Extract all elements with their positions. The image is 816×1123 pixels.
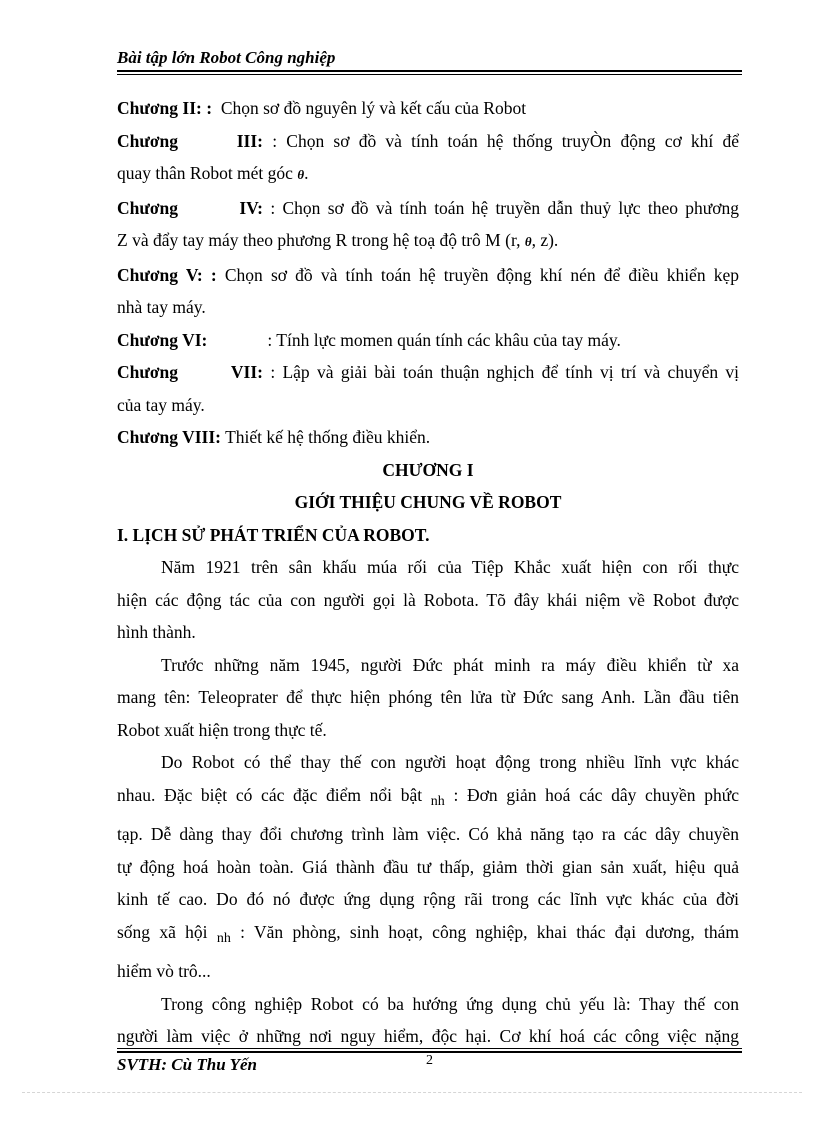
chapter-subtitle: GIỚI THIỆU CHUNG VỀ ROBOT — [294, 492, 562, 512]
paragraph-line: Do Robot có thể thay thế con người hoạt động trong nhiều lĩnh vực khác — [161, 752, 739, 772]
paragraph-line — [117, 779, 739, 819]
chapter-text-cont: Z và đẩy tay máy theo phương R trong hệ toạ độ trô M (r, — [117, 230, 521, 250]
paragraph-line: kinh tế cao. Do đó nó được ứng dụng rộng rãi trong các lĩnh vực khác của đời — [117, 889, 739, 909]
chapter-text-cont: quay thân Robot mét góc — [117, 163, 293, 183]
chapter-item-5-cont: nhà tay máy. — [117, 297, 206, 317]
chapter-label: Chương VIII: — [117, 427, 222, 447]
page-header-title: Bài tập lớn Robot Công nghiệp — [117, 48, 336, 67]
header-rule — [117, 70, 742, 72]
chapter-title: CHƯƠNG I — [382, 459, 474, 480]
paragraph-text: : Đơn giản hoá các dây chuyền phức — [453, 784, 739, 805]
chapter-item-6 — [117, 324, 739, 357]
page-edge-divider — [22, 1092, 802, 1093]
chapter-item-5 — [117, 259, 739, 292]
chapter-text: Chọn sơ đồ nguyên lý và kết cấu của Robot — [220, 98, 527, 118]
paragraph-line: hiểm vò trô... — [117, 961, 211, 981]
chapter-text: : Chọn sơ đồ và tính toán hệ truyền dẫn thuỷ lực theo phương — [270, 197, 740, 218]
chapter-text-suffix: . — [304, 163, 309, 183]
chapter-label: Chương V: : — [117, 264, 217, 285]
theta-symbol: θ — [524, 234, 532, 249]
paragraph-line: tự động hoá hoàn toàn. Giá thành đầu tư thấp, giảm thời gian sản xuất, hiệu quả — [117, 856, 739, 877]
footer-rule-thin — [117, 1048, 742, 1049]
paragraph-line — [117, 916, 739, 956]
paragraph-text: : Văn phòng, sinh hoạt, công nghiệp, khai thác đại dương, thám — [240, 921, 740, 942]
chapter-item-2 — [117, 92, 739, 125]
abbrev-nh: nh — [216, 930, 231, 946]
chapter-item-7 — [117, 356, 739, 389]
paragraph-line: Năm 1921 trên sân khấu múa rối của Tiệp Khắc xuất hiện con rối thực — [161, 557, 739, 577]
section-heading: I. LỊCH SỬ PHÁT TRIỂN CỦA ROBOT. — [117, 524, 430, 545]
chapter-text-suffix: , z). — [531, 230, 559, 250]
chapter-label: Chương IV: — [117, 197, 263, 218]
paragraph-line: hiện các động tác của con người gọi là Robota. Tõ đây khái niệm về Robot được — [117, 589, 739, 610]
chapter-item-4-cont — [117, 224, 739, 259]
chapter-label: Chương VII: — [117, 362, 263, 382]
chapter-item-3 — [117, 125, 739, 158]
chapter-text: : Lập và giải bài toán thuận nghịch để tính vị trí và chuyển vị — [270, 362, 740, 382]
chapter-item-8 — [117, 421, 739, 454]
chapter-label: Chương VI: — [117, 329, 208, 350]
document-body — [117, 92, 739, 1053]
chapter-text: Chọn sơ đồ và tính toán hệ truyền động khí nén để điều khiển kẹp — [224, 264, 739, 285]
chapter-text: : Chọn sơ đồ và tính toán hệ thống truyÒn động cơ khí để — [272, 130, 740, 151]
abbrev-nh: nh — [430, 793, 445, 809]
chapter-label: Chương III: — [117, 130, 263, 151]
footer-author: SVTH: Cù Thu Yến — [117, 1055, 257, 1074]
chapter-text: Thiết kế hệ thống điều khiển. — [225, 427, 431, 447]
paragraph-line: tạp. Dễ dàng thay đổi chương trình làm việc. Có khả năng tạo ra các dây chuyền — [117, 824, 739, 844]
paragraph-line: người làm việc ở những nơi nguy hiểm, độc hại. Cơ khí hoá các công việc nặng — [117, 1026, 739, 1046]
paragraph-line: hình thành. — [117, 622, 196, 642]
paragraph-text: sống xã hội — [117, 921, 208, 942]
chapter-item-4 — [117, 192, 739, 225]
chapter-item-3-cont — [117, 157, 739, 192]
paragraph-text: nhau. Đặc biệt có các đặc điểm nổi bật — [117, 784, 423, 805]
chapter-item-7-cont: của tay máy. — [117, 394, 205, 415]
header-rule-thin — [117, 74, 742, 75]
paragraph-line: Trong công nghiệp Robot có ba hướng ứng dụng chủ yếu là: Thay thế con — [161, 993, 739, 1014]
page-number: 2 — [426, 1053, 433, 1068]
paragraph-line: Trước những năm 1945, người Đức phát minh ra máy điều khiển từ xa — [161, 654, 739, 675]
paragraph-line: mang tên: Teleoprater để thực hiện phóng tên lửa từ Đức sang Anh. Lần đầu tiên — [117, 687, 739, 707]
paragraph-line: Robot xuất hiện trong thực tế. — [117, 719, 327, 740]
theta-symbol: θ — [297, 167, 305, 182]
chapter-text: : Tính lực momen quán tính các khâu của tay máy. — [267, 329, 621, 350]
chapter-label: Chương II: : — [117, 98, 213, 118]
